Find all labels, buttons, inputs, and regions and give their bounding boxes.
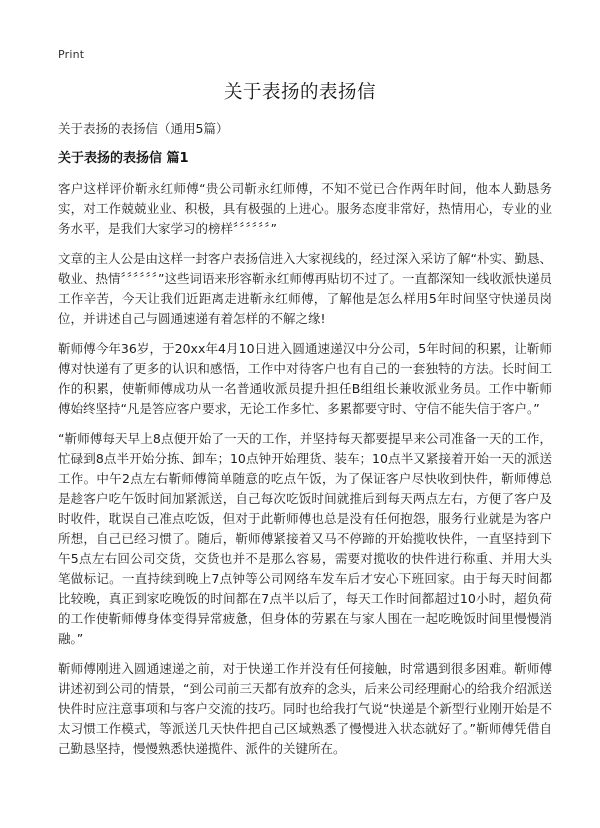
paragraph-5: 靳师傅刚进入圆通速递之前，对于快递工作并没有任何接触，时常遇到很多困难。靳师傅讲述初到公司的情景，“到公司前三天都有放弃的念头，后来公司经理耐心的给我介绍派送快件时应注意事项和与客户交流的技巧。同时也给我打气说“快递是个新型行业刚开始是不太习惯工作模式，等派送几天快件把自己区域熟悉了慢慢进入状态就好了。”靳师傅凭借自己勤恳坚持，慢慢熟悉快递揽件、派件的关键所在。 xyxy=(58,661,552,756)
paragraph-1: 客户这样评价靳永红师傅“贵公司靳永红师傅，不知不觉已合作两年时间，他本人勤恳务实，对工作兢兢业业、积极，具有极强的上进心。服务态度非常好，热情用心，专业的业务水平，是我们大家学习的榜样〞〞〞〞〞〞” xyxy=(58,181,552,236)
print-link[interactable]: Print xyxy=(58,48,85,61)
section-heading: 关于表扬的表扬信 篇1 xyxy=(58,151,189,166)
document-subtitle: 关于表扬的表扬信（通用5篇） xyxy=(58,121,229,136)
paragraph-3: 靳师傅今年36岁，于20xx年4月10日进入圆通速递汉中分公司，5年时间的积累，让靳师傅对快递有了更多的认识和感悟，工作中对待客户也有自己的一套独特的方法。长时间工作的积累，使靳师傅成功从一名普通收派员提升担任B组组长兼收派业务员。工作中靳师傅始终坚持“凡是答应客户要求，无论工作多忙、多累都要守时、守信不能失信于客户。” xyxy=(58,341,552,416)
paragraph-2: 文章的主人公是由这样一封客户表扬信进入大家视线的，经过深入采访了解“朴实、勤恳、敬业、热情〞〞〞〞〞〞”这些词语来形容靳永红师傅再贴切不过了。一直都深知一线收派快递员工作辛苦，今天让我们近距离走进靳永红师傅，了解他是怎么样用5年时间坚守快递员岗位，并讲述自己与圆通速递有着怎样的不解之缘! xyxy=(58,251,552,326)
document-body xyxy=(58,120,552,769)
paragraph-4: “靳师傅每天早上8点便开始了一天的工作，并坚持每天都要提早来公司准备一天的工作，忙碌到8点半开始分拣、卸车；10点钟开始理货、装车；10点半又紧接着开始一天的派送工作。中午2点左右靳师傅简单随意的吃点午饭，为了保证客户尽快收到快件，靳师傅总是趁客户吃午饭时间加紧派送，自己每次吃饭时间就推后到每天两点左右，方便了客户及时收件，耽误自己准点吃饭，但对于此靳师傅也总是没有任何抱怨，服务行业就是为客户所想，自己已经习惯了。随后，靳师傅紧接着又马不停蹄的开始揽收快件，一直坚持到下午5点左右回公司交货，交货也并不是那么容易，需要对揽收的快件进行称重、并用大头笔做标记。一直持续到晚上7点钟等公司网络车发车后才安心下班回家。由于每天时间都比较晚，真正到家吃晚饭的时间都在7点半以后了，每天工作时间都超过10小时，超负荷的工作使靳师傅身体变得异常疲惫，但身体的劳累在与家人围在一起吃晚饭时间里慢慢消融。” xyxy=(58,431,552,646)
page-title: 关于表扬的表扬信 xyxy=(223,82,376,103)
